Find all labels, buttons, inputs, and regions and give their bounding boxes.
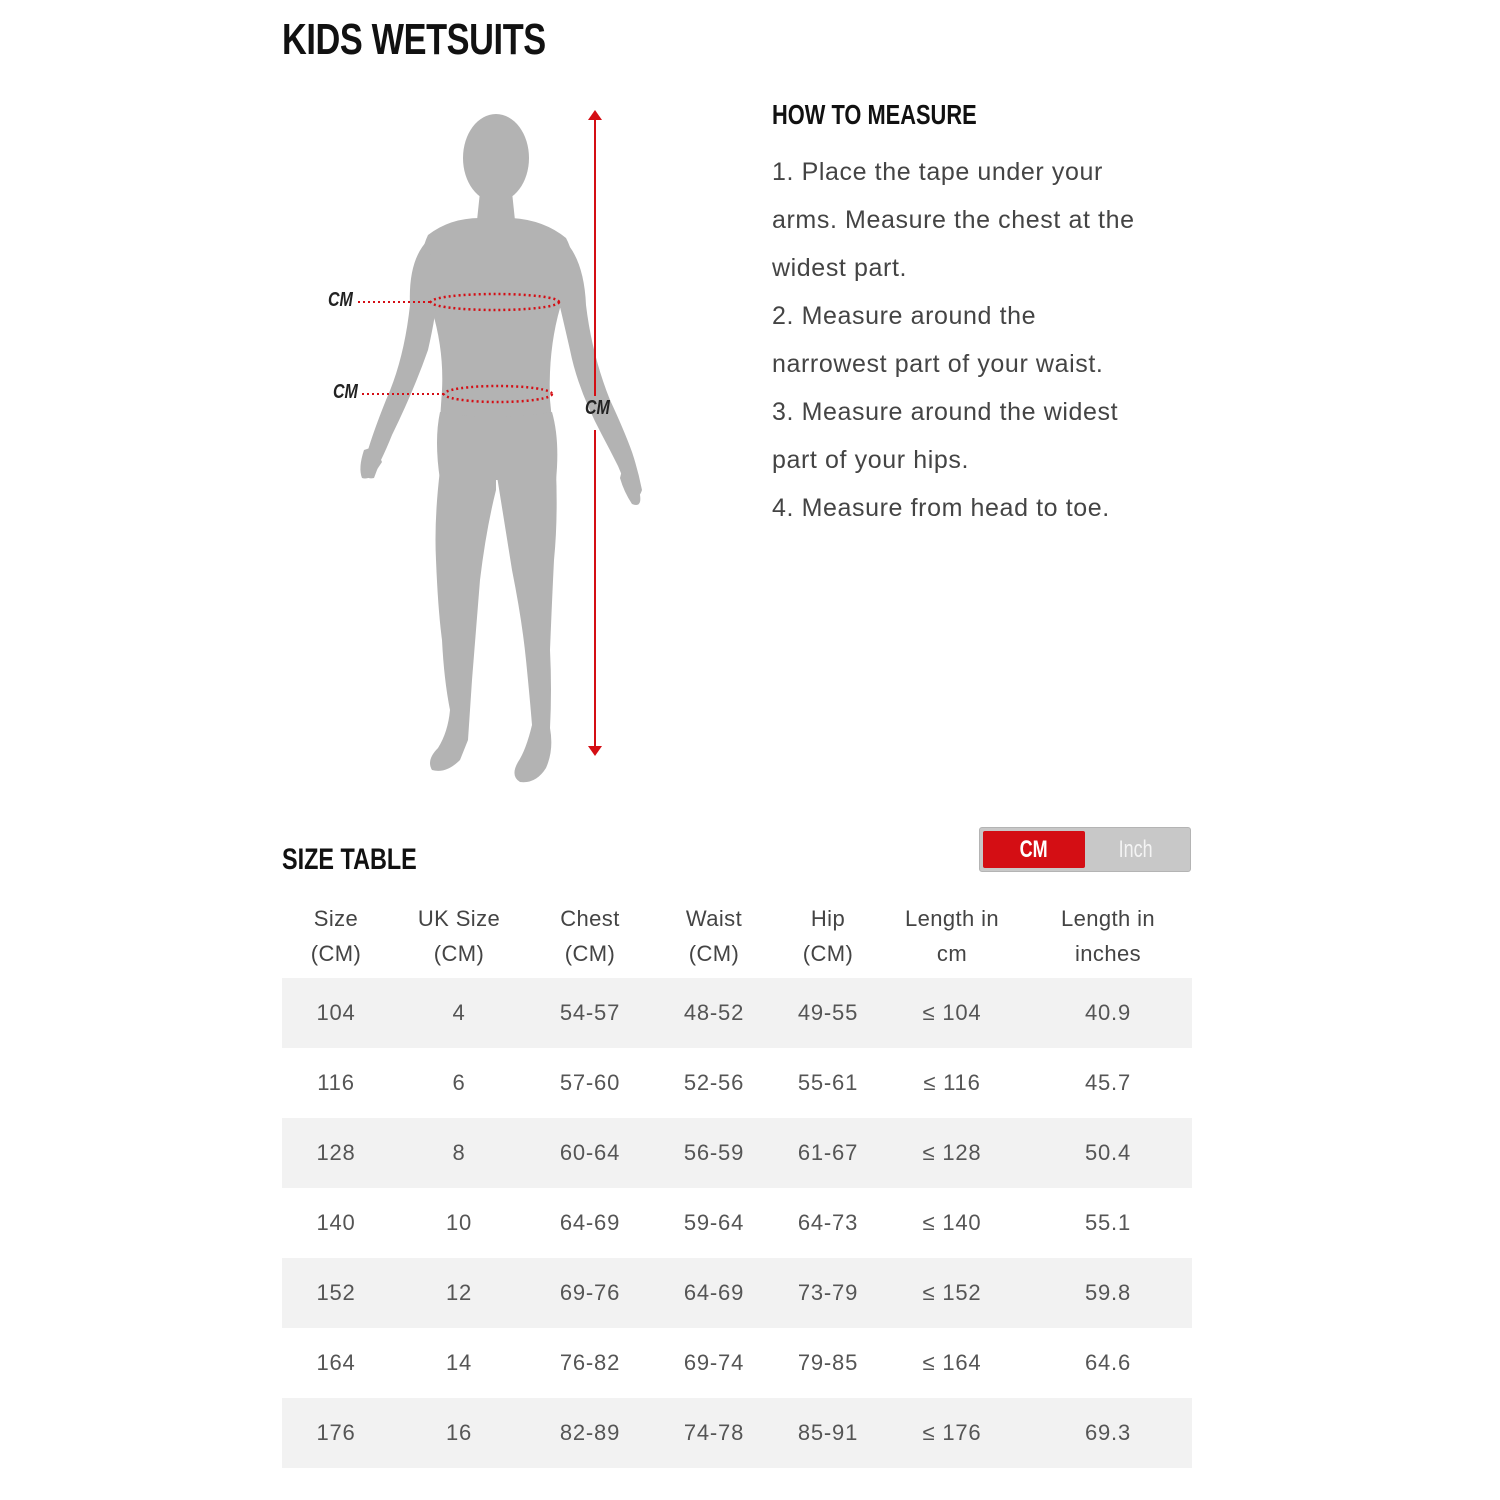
arrow-up-icon [588, 110, 602, 120]
body-silhouette [360, 114, 642, 782]
column-header-line1: UK Size [417, 906, 501, 931]
column-header-line2: inches [1075, 941, 1141, 966]
column-header-line1: Waist [685, 906, 743, 931]
table-cell: ≤ 176 [880, 1398, 1024, 1468]
table-row [282, 1048, 1192, 1118]
column-header-line2: (CM) [310, 941, 362, 966]
column-header-line2: (CM) [688, 941, 740, 966]
arrow-down-icon [588, 746, 602, 756]
table-cell: 164 [282, 1328, 390, 1398]
column-header [390, 894, 528, 978]
table-cell: 55.1 [1024, 1188, 1192, 1258]
size-table-body [282, 978, 1192, 1468]
table-cell: 73-79 [776, 1258, 880, 1328]
table-cell: 60-64 [528, 1118, 652, 1188]
table-cell: 176 [282, 1398, 390, 1468]
measure-steps [772, 148, 1202, 532]
table-row [282, 1258, 1192, 1328]
table-cell: 69-74 [652, 1328, 776, 1398]
table-cell: 4 [390, 978, 528, 1048]
table-cell: 52-56 [652, 1048, 776, 1118]
table-cell: 69.3 [1024, 1398, 1192, 1468]
unit-cm-label: CM [1019, 835, 1048, 863]
table-row [282, 1328, 1192, 1398]
column-header [528, 894, 652, 978]
table-cell: 16 [390, 1398, 528, 1468]
measure-step-line: 3. Measure around the widest [772, 398, 1119, 426]
table-cell: 49-55 [776, 978, 880, 1048]
table-cell: ≤ 152 [880, 1258, 1024, 1328]
table-cell: 116 [282, 1048, 390, 1118]
table-row [282, 1398, 1192, 1468]
table-cell: 59.8 [1024, 1258, 1192, 1328]
size-table [282, 894, 1192, 1468]
table-cell: 76-82 [528, 1328, 652, 1398]
table-cell: 79-85 [776, 1328, 880, 1398]
measure-step-line: 2. Measure around the [772, 302, 1037, 330]
table-cell: ≤ 104 [880, 978, 1024, 1048]
table-cell: 104 [282, 978, 390, 1048]
table-cell: 64-69 [652, 1258, 776, 1328]
unit-cm-button[interactable] [983, 831, 1085, 868]
table-cell: 40.9 [1024, 978, 1192, 1048]
column-header-line2: cm [936, 941, 968, 966]
waist-cm-label: CM [333, 381, 358, 403]
table-cell: 14 [390, 1328, 528, 1398]
measure-step-line: narrowest part of your waist. [772, 350, 1104, 378]
size-table-title: SIZE TABLE [282, 843, 417, 876]
column-header [1024, 894, 1192, 978]
column-header-line2: (CM) [802, 941, 854, 966]
table-cell: 74-78 [652, 1398, 776, 1468]
measure-step-line: part of your hips. [772, 446, 970, 474]
how-to-measure-section [772, 98, 1202, 532]
table-cell: 48-52 [652, 978, 776, 1048]
table-cell: 69-76 [528, 1258, 652, 1328]
table-cell: 128 [282, 1118, 390, 1188]
table-cell: 64-73 [776, 1188, 880, 1258]
table-cell: 12 [390, 1258, 528, 1328]
table-cell: 45.7 [1024, 1048, 1192, 1118]
table-cell: 64.6 [1024, 1328, 1192, 1398]
table-cell: 85-91 [776, 1398, 880, 1468]
table-row [282, 1118, 1192, 1188]
column-header-line1: Hip [810, 906, 846, 931]
body-measurement-figure [320, 100, 680, 800]
table-cell: 82-89 [528, 1398, 652, 1468]
table-cell: ≤ 164 [880, 1328, 1024, 1398]
table-cell: 57-60 [528, 1048, 652, 1118]
measure-step-line: 4. Measure from head to toe. [772, 494, 1110, 522]
size-table-header [282, 894, 1192, 978]
unit-toggle [979, 827, 1191, 872]
table-cell: 152 [282, 1258, 390, 1328]
table-cell: 10 [390, 1188, 528, 1258]
page-title: KIDS WETSUITS [282, 15, 546, 64]
column-header-line1: Length in [1060, 906, 1156, 931]
column-header-line2: (CM) [433, 941, 485, 966]
unit-inch-label: Inch [1118, 835, 1154, 863]
measure-step-line: arms. Measure the chest at the [772, 206, 1135, 234]
column-header-line2: (CM) [564, 941, 616, 966]
table-cell: ≤ 116 [880, 1048, 1024, 1118]
table-cell: 140 [282, 1188, 390, 1258]
column-header-line1: Chest [560, 906, 620, 931]
column-header-line1: Length in [904, 906, 1000, 931]
chest-cm-label: CM [328, 289, 353, 311]
table-row [282, 1188, 1192, 1258]
table-cell: 50.4 [1024, 1118, 1192, 1188]
column-header [880, 894, 1024, 978]
measure-step-line: 1. Place the tape under your [772, 158, 1103, 186]
table-cell: 6 [390, 1048, 528, 1118]
table-cell: 59-64 [652, 1188, 776, 1258]
height-measure-line [588, 110, 602, 756]
table-cell: 54-57 [528, 978, 652, 1048]
table-cell: 56-59 [652, 1118, 776, 1188]
table-cell: ≤ 128 [880, 1118, 1024, 1188]
table-cell: 55-61 [776, 1048, 880, 1118]
table-cell: ≤ 140 [880, 1188, 1024, 1258]
body-silhouette-illustration [320, 100, 680, 800]
height-cm-label: CM [585, 397, 610, 419]
column-header [282, 894, 390, 978]
table-cell: 64-69 [528, 1188, 652, 1258]
unit-inch-button[interactable] [1085, 831, 1187, 868]
table-cell: 8 [390, 1118, 528, 1188]
table-cell: 61-67 [776, 1118, 880, 1188]
table-row [282, 978, 1192, 1048]
column-header [652, 894, 776, 978]
column-header-line1: Size [313, 906, 359, 931]
measure-step-line: widest part. [772, 254, 908, 282]
how-to-measure-title: HOW TO MEASURE [772, 99, 977, 130]
column-header [776, 894, 880, 978]
